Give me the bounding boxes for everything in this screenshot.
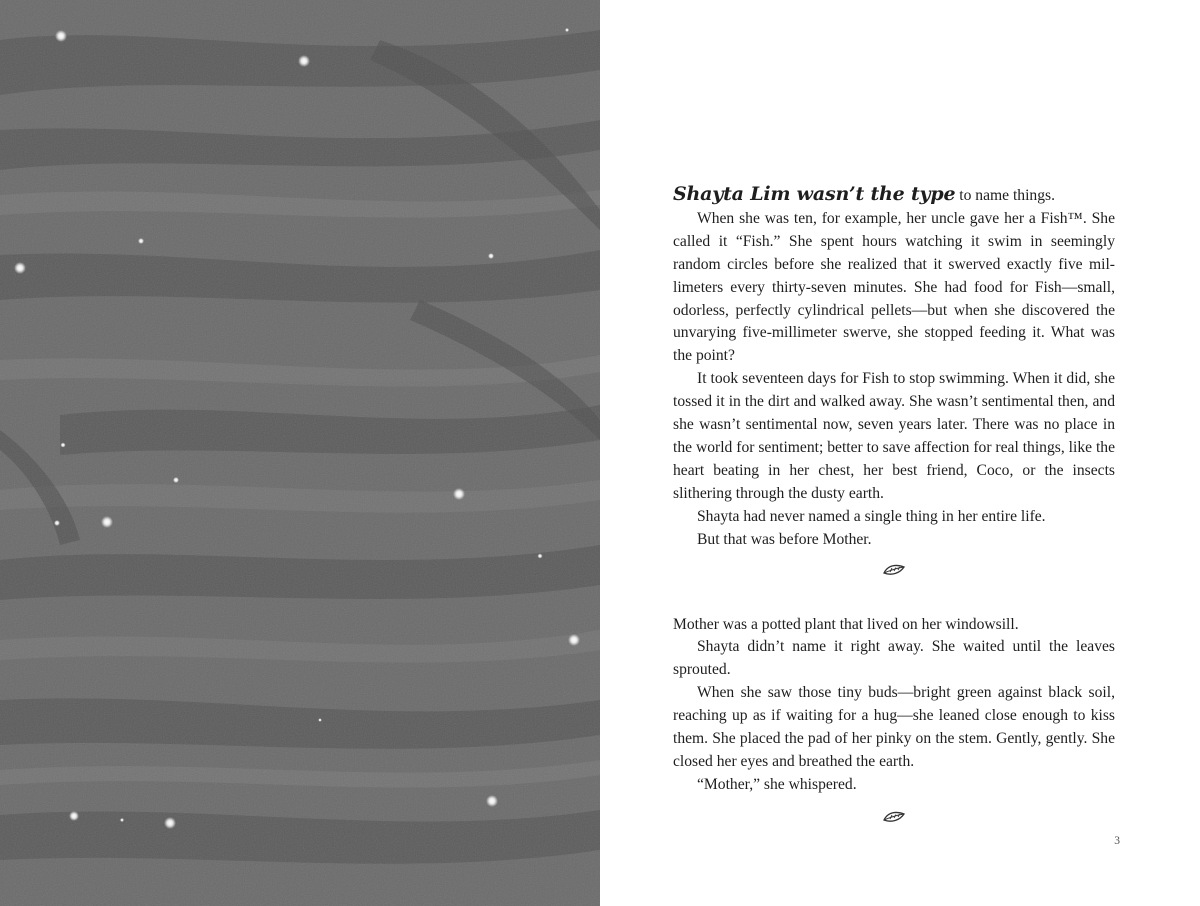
opener-rest: to name things.: [955, 187, 1055, 204]
leaf-ornament-icon: [673, 809, 1115, 831]
chapter-text: [673, 183, 1115, 831]
paragraph: When she was ten, for example, her uncle gave her a Fish™. She called it “Fish.” She spent hours watching it swim in seemingly random circles before she realized that it swerved exactly five millimeters every thirty-seven minutes. She had food for Fish—small, odorless, perfectly cylindrical pellets—but when she discovered the unvarying five-millimeter swerve, she stopped feeding it. What was the point?: [673, 209, 1115, 365]
paragraph: But that was before Mother.: [697, 530, 872, 548]
section-first-paragraph: Mother was a potted plant that lived on her windowsill.: [673, 615, 1019, 633]
opening-line: [673, 183, 1115, 208]
page-number: 3: [1114, 835, 1120, 847]
paragraph: Shayta had never named a single thing in her entire life.: [697, 507, 1046, 525]
paragraph: When she saw those tiny buds—bright green against black soil, reaching up as if waiting for a hug—she leaned close enough to kiss them. She placed the pad of her pinky on the stem. Gently, gently. She closed her eyes and breathed the earth.: [673, 684, 1115, 770]
paragraph: Shayta didn’t name it right away. She waited until the leaves sprouted.: [673, 638, 1115, 679]
leaf-ornament-icon: [673, 562, 1115, 584]
text-page: [600, 0, 1200, 906]
paragraph: It took seventeen days for Fish to stop swimming. When it did, she tossed it in the dirt and walked away. She wasn’t sentimental then, and she wasn’t sentimental now, seven years later. There was no place in the world for sentiment; better to save affection for real things, like the heart beating in her chest, her best friend, Coco, or the insects slithering through the dusty earth.: [673, 370, 1115, 502]
paragraph: “Mother,” she whispered.: [697, 775, 857, 793]
opener-script: Shayta Lim wasn’t the type: [673, 183, 956, 205]
